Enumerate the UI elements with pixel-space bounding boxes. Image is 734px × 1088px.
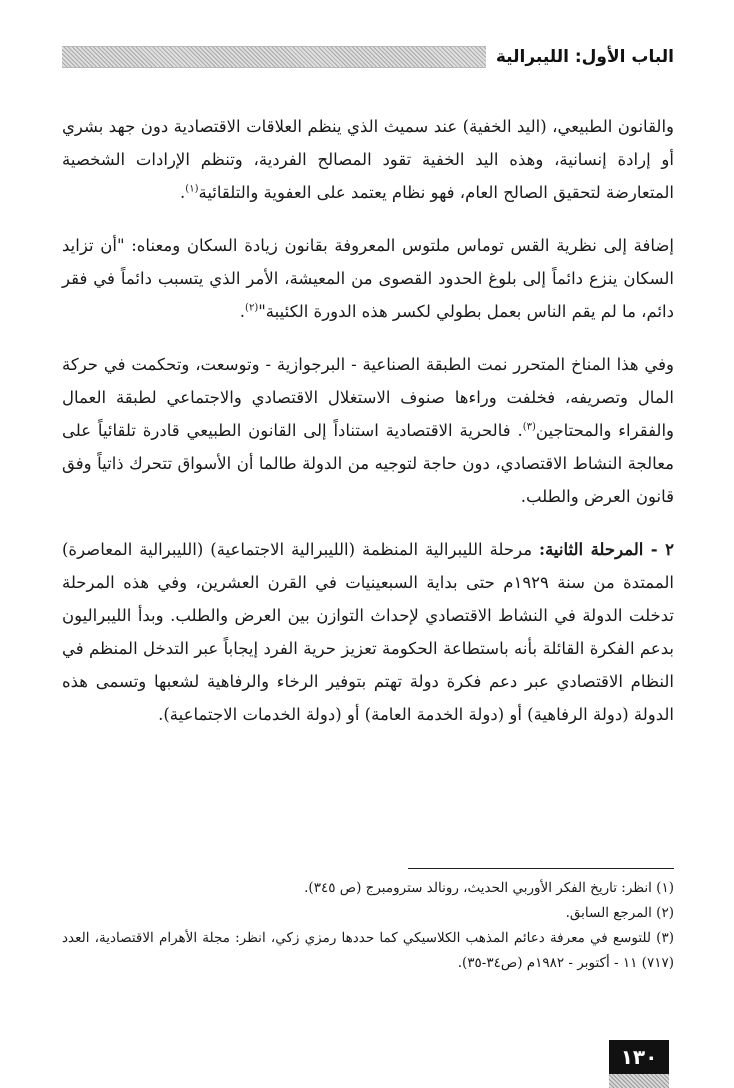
footnote-ref[interactable]: (٢) <box>245 302 259 314</box>
paragraph-text: وفي هذا المناخ المتحرر نمت الطبقة الصناعية - البرجوازية - وتوسعت، وتحكمت في حركة المال وتصريفه، فخلفت وراءها صنوف الاستغلال الاقتصادي والاجتماعي لطبقة العمال والفقراء والمحتاجين <box>62 355 674 440</box>
footnotes <box>62 876 674 976</box>
paragraph-text: والقانون الطبيعي، (اليد الخفية) عند سميث الذي ينظم العلاقات الاقتصادية دون جهد بشري أو إرادة إنسانية، وهذه اليد الخفية تقود المصالح الفردية، وتنظم الإرادات الشخصية المتعارضة لتحقيق الصالح العام، فهو نظام يعتمد على العفوية والتلقائية <box>62 117 674 202</box>
footnote: (٢) المرجع السابق. <box>565 905 674 921</box>
paragraph <box>62 348 674 513</box>
paragraph-text: مرحلة الليبرالية المنظمة (الليبرالية الاجتماعية) (الليبرالية المعاصرة) الممتدة من سنة ١٩٢٩م حتى بداية السبعينيات في القرن العشرين، وفي هذه المرحلة تدخلت الدولة في النشاط الاقتصادي لإحداث التوازن بين العرض والطلب. وبدأ الليبراليون بدعم الفكرة القائلة بأنه باستطاعة الحكومة تعزيز حرية الفرد إيجاباً عبر التدخل المنظم في النظام الاقتصادي عبر دعم فكرة دولة تهتم بتوفير الرخاء والرفاهية لشعبها وتسمى هذه الدولة (دولة الرفاهية) أو (دولة الخدمة العامة) أو (دولة الخدمات الاجتماعية). <box>62 540 674 724</box>
header-pattern-band <box>62 46 486 68</box>
chapter-title: الباب الأول: الليبرالية <box>495 47 674 67</box>
footnote-divider <box>408 868 674 869</box>
section-label: ٢ - المرحلة الثانية: <box>539 540 674 559</box>
body-text <box>62 110 674 731</box>
paragraph-tail: . <box>180 183 186 202</box>
paragraph-tail: . <box>239 302 246 321</box>
footnote: (١) انظر: تاريخ الفكر الأوربي الحديث، رونالد سترومبرج (ص ٣٤٥). <box>304 880 674 896</box>
footnote: (٣) للتوسع في معرفة دعائم المذهب الكلاسيكي كما حددها رمزي زكي، انظر: مجلة الأهرام الاقتصادية، العدد (٧١٧) ١١ - أكتوبر - ١٩٨٢م (ص٣٤-٣٥). <box>62 930 674 971</box>
page-number: ١٣٠ <box>609 1040 669 1074</box>
paragraph-text: إضافة إلى نظرية القس توماس ملتوس المعروفة بقانون زيادة السكان ومعناه: "أن تزايد السكان ينزع دائماً إلى بلوغ الحدود القصوى من المعيشة، الأمر الذي يتسبب دائماً في فقر دائم، ما لم يقم الناس بعمل بطولي لكسر هذه الدورة الكئيبة" <box>62 236 674 321</box>
page-number-pattern <box>609 1074 669 1088</box>
paragraph <box>62 533 674 731</box>
paragraph <box>62 110 674 209</box>
paragraph-tail: . فالحرية الاقتصادية استناداً إلى القانون الطبيعي قادرة تلقائياً على معالجة النشاط الاقتصادي، دون حاجة لتوجيه من الدولة طالما أن الأسواق تتحرك ذاتياً وفق قانون العرض والطلب. <box>62 421 674 506</box>
running-header <box>62 40 674 74</box>
paragraph <box>62 229 674 328</box>
footnote-ref[interactable]: (٣) <box>522 421 536 433</box>
footnote-ref[interactable]: (١) <box>185 183 199 195</box>
